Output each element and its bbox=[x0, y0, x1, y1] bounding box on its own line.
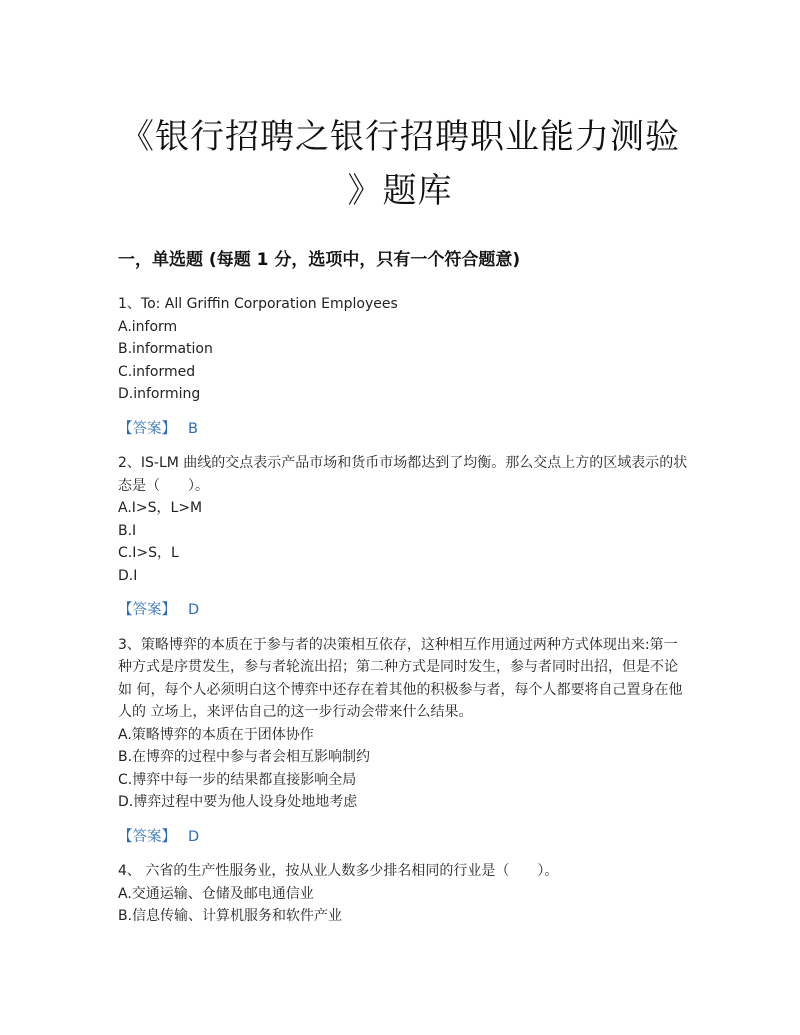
question-list bbox=[118, 293, 688, 928]
answer-value: B bbox=[188, 420, 198, 437]
answer-value: D bbox=[188, 828, 200, 845]
answer-tag: 【答案】 bbox=[118, 828, 176, 845]
option-a: A.inform bbox=[118, 318, 178, 335]
option-d: D.I bbox=[118, 567, 138, 584]
option-c: C.informed bbox=[118, 363, 196, 380]
question-stem: 3、策略博弈的本质在于参与者的决策相互依存，这种相互作用通过两种方式体现出来:第一种方式是序贯发生，参与者轮流出招；第二种方式是同时发生，参与者同时出招，但是不论如 何，每个人必须明白这个博弈中还存在着其他的积极参与者，每个人都要将自己置身在他人的 立场上，来评估自己的这一步行动会带来什么结果。 bbox=[118, 636, 683, 720]
option-b: B.信息传输、计算机服务和软件产业 bbox=[118, 908, 343, 924]
option-b: B.在博弈的过程中参与者会相互影响制约 bbox=[118, 749, 371, 765]
option-d: D.informing bbox=[118, 386, 201, 402]
question-4 bbox=[118, 860, 688, 928]
question-1 bbox=[118, 293, 688, 440]
option-d: D.博弈过程中要为他人设身处地地考虑 bbox=[118, 794, 358, 810]
question-stem: 1、To: All Griffin Corporation Employees bbox=[118, 296, 398, 312]
answer-line bbox=[118, 826, 688, 849]
option-c: C.博弈中每一步的结果都直接影响全局 bbox=[118, 771, 357, 788]
answer-tag: 【答案】 bbox=[118, 602, 176, 618]
option-c: C.I>S，L bbox=[118, 545, 179, 561]
question-stem: 2、IS-LM 曲线的交点表示产品市场和货币市场都达到了均衡。那么交点上方的区域表示的状态是（ ）。 bbox=[118, 455, 688, 494]
document-title-line-2: 》题库 bbox=[347, 171, 453, 211]
section-heading: 一，单选题 (每题 1 分，选项中，只有一个符合题意) bbox=[118, 250, 521, 270]
question-stem: 4、 六省的生产性服务业，按从业人数多少排名相同的行业是（ ）。 bbox=[118, 863, 559, 879]
option-b: B.I bbox=[118, 522, 137, 539]
document-title bbox=[0, 110, 800, 218]
question-3 bbox=[118, 634, 688, 849]
answer-tag: 【答案】 bbox=[118, 420, 176, 437]
option-a: A.I>S，L>M bbox=[118, 500, 203, 516]
answer-value: D bbox=[188, 602, 200, 618]
question-2 bbox=[118, 452, 688, 622]
document-title-line-1: 《银行招聘之银行招聘职业能力测验 bbox=[120, 117, 680, 157]
option-a: A.交通运输、仓储及邮电通信业 bbox=[118, 885, 314, 902]
option-b: B.information bbox=[118, 341, 213, 357]
option-a: A.策略博弈的本质在于团体协作 bbox=[118, 726, 314, 743]
answer-line bbox=[118, 418, 688, 441]
answer-line bbox=[118, 599, 688, 622]
